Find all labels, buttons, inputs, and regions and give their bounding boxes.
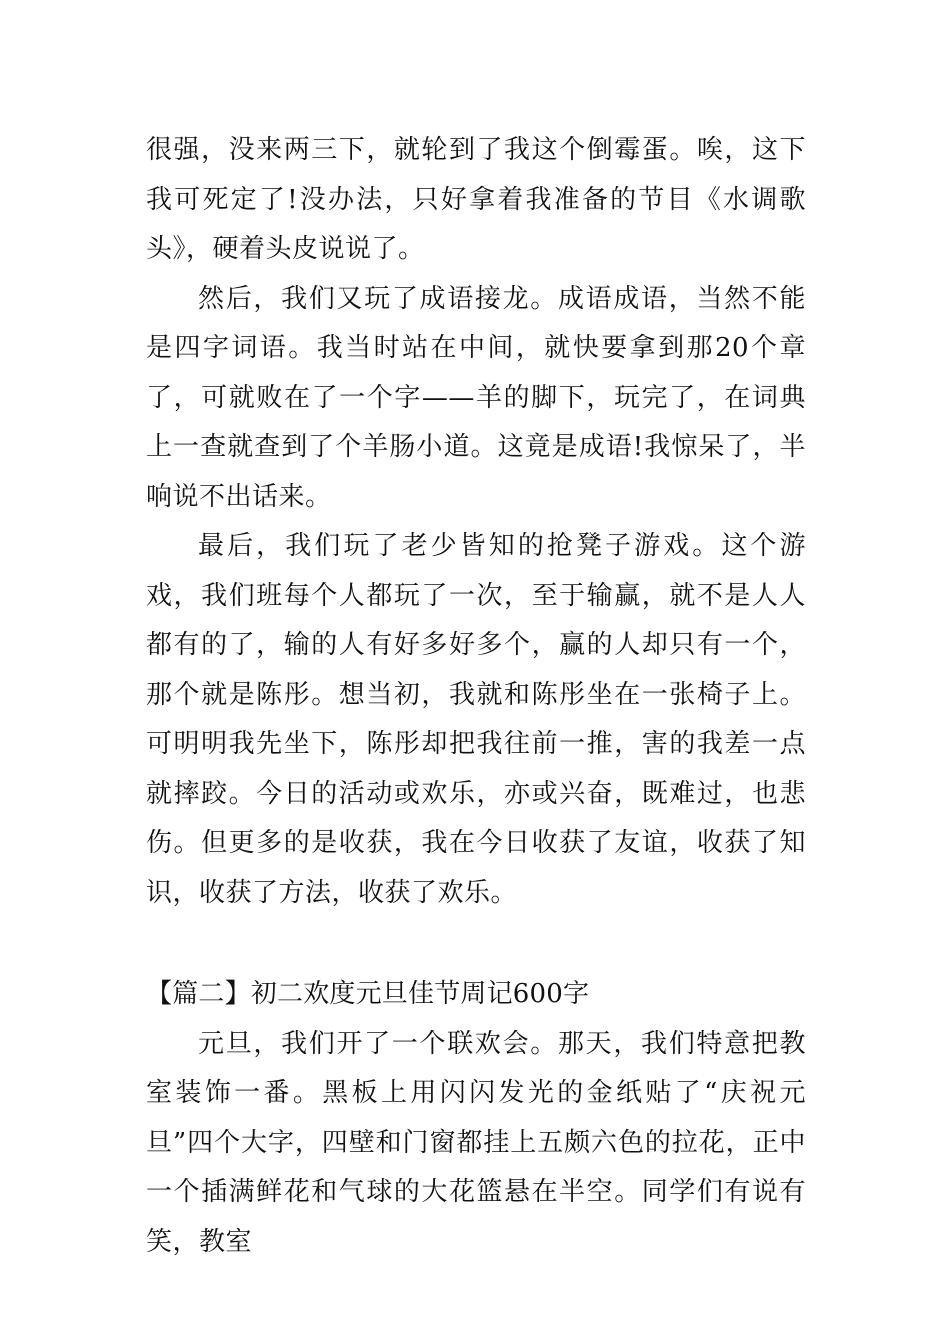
paragraph-continuation: 很强，没来两三下，就轮到了我这个倒霉蛋。唉，这下我可死定了!没办法，只好拿着我准备的节目《水调歌头》，硬着头皮说说了。 [146,135,806,264]
paragraph-new-year-party: 元旦，我们开了一个联欢会。那天，我们特意把教室装饰一番。黑板上用闪闪发光的金纸贴了“庆祝元旦”四个大字，四壁和门窗都挂上五颇六色的拉花，正中一个插满鲜花和气球的大花篮悬在半空。同学们有说有笑，教室 [146,1028,806,1257]
paragraph-musical-chairs: 最后，我们玩了老少皆知的抢凳子游戏。这个游戏，我们班每个人都玩了一次，至于输赢，就不是人人都有的了，输的人有好多好多个，赢的人却只有一个，那个就是陈彤。想当初，我就和陈彤坐在一张椅子上。可明明我先坐下，陈彤却把我往前一推，害的我差一点就摔跤。今日的活动或欢乐，亦或兴奋，既难过，也悲伤。但更多的是收获，我在今日收获了友谊，收获了知识，收获了方法，收获了欢乐。 [146,531,806,908]
document-page [146,126,806,1267]
section-heading: 【篇二】初二欢度元旦佳节周记600字 [146,979,590,1009]
paragraph-idiom-game: 然后，我们又玩了成语接龙。成语成语，当然不能是四字词语。我当时站在中间，就快要拿到那20个章了，可就败在了一个字——羊的脚下，玩完了，在词典上一查就查到了个羊肠小道。这竟是成语!我惊呆了，半响说不出话来。 [146,283,806,512]
